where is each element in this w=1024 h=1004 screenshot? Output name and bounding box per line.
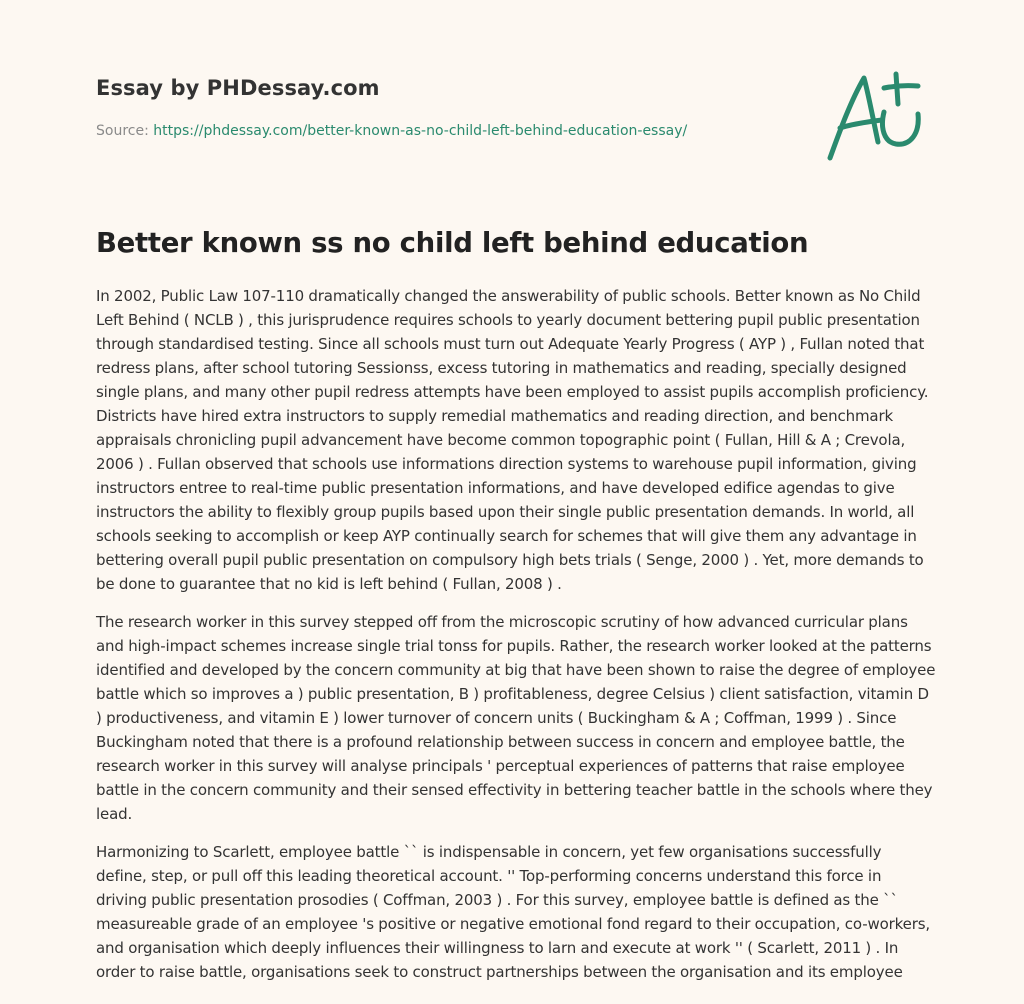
site-title: Essay by PHDessay.com <box>96 76 380 100</box>
essay-paragraph: The research worker in this survey stepped off from the microscopic scrutiny of how advanced curricular plans and high-impact schemes increase single trial tonss for pupils. Rather, the research worker looked at the patterns identified and developed by the concern community at big that have been shown to raise the degree of employee battle which so improves a ) public presentation, B ) profitableness, degree Celsius ) client satisfaction, vitamin D ) productiveness, and vitamin E ) lower turnover of concern units ( Buckingham & A ; Coffman, 1999 ) . Since Buckingham noted that there is a profound relationship between success in concern and employee battle, the research worker in this survey will analyse principals ' perceptual experiences of patterns that raise employee battle in the concern community and their sensed effectivity in bettering teacher battle in the schools where they lead. <box>96 613 936 823</box>
essay-body <box>96 284 936 998</box>
a-plus-grade-icon <box>822 66 928 164</box>
essay-paragraph: In 2002, Public Law 107-110 dramatically changed the answerability of public schools. Better known as No Child Left Behind ( NCLB ) , this jurisprudence requires schools to yearly document bettering pupil public presentation through standardised testing. Since all schools must turn out Adequate Yearly Progress ( AYP ) , Fullan noted that redress plans, after school tutoring Sessionss, excess tutoring in mathematics and reading, specially designed single plans, and many other pupil redress attempts have been employed to assist pupils accomplish proficiency. Districts have hired extra instructors to supply remedial mathematics and reading direction, and benchmark appraisals chronicling pupil advancement have become common topographic point ( Fullan, Hill & A ; Crevola, 2006 ) . Fullan observed that schools use informations direction systems to warehouse pupil information, giving instructors entree to real-time public presentation informations, and have developed edifice agendas to give instructors the ability to flexibly group pupils based upon their single public presentation demands. In world, all schools seeking to accomplish or keep AYP continually search for schemes that will give them any advantage in bettering overall pupil public presentation on compulsory high bets trials ( Senge, 2000 ) . Yet, more demands to be done to guarantee that no kid is left behind ( Fullan, 2008 ) . <box>96 287 929 593</box>
source-label: Source: <box>96 123 149 139</box>
page-header <box>96 76 796 139</box>
essay-title: Better known ss no child left behind education <box>96 227 809 259</box>
source-link[interactable]: https://phdessay.com/better-known-as-no-child-left-behind-education-essay/ <box>153 123 688 139</box>
essay-paragraph: Harmonizing to Scarlett, employee battle `` is indispensable in concern, yet few organisations successfully define, step, or pull off this leading theoretical account. '' Top-performing concerns understand this force in driving public presentation prosodies ( Coffman, 2003 ) . For this survey, employee battle is defined as the `` measureable grade of an employee 's positive or negative emotional fond regard to their occupation, co-workers, and organisation which deeply influences their willingness to larn and execute at work '' ( Scarlett, 2011 ) . In order to raise battle, organisations seek to construct partnerships between the organisation and its employee <box>96 843 931 981</box>
source-line <box>96 123 796 139</box>
